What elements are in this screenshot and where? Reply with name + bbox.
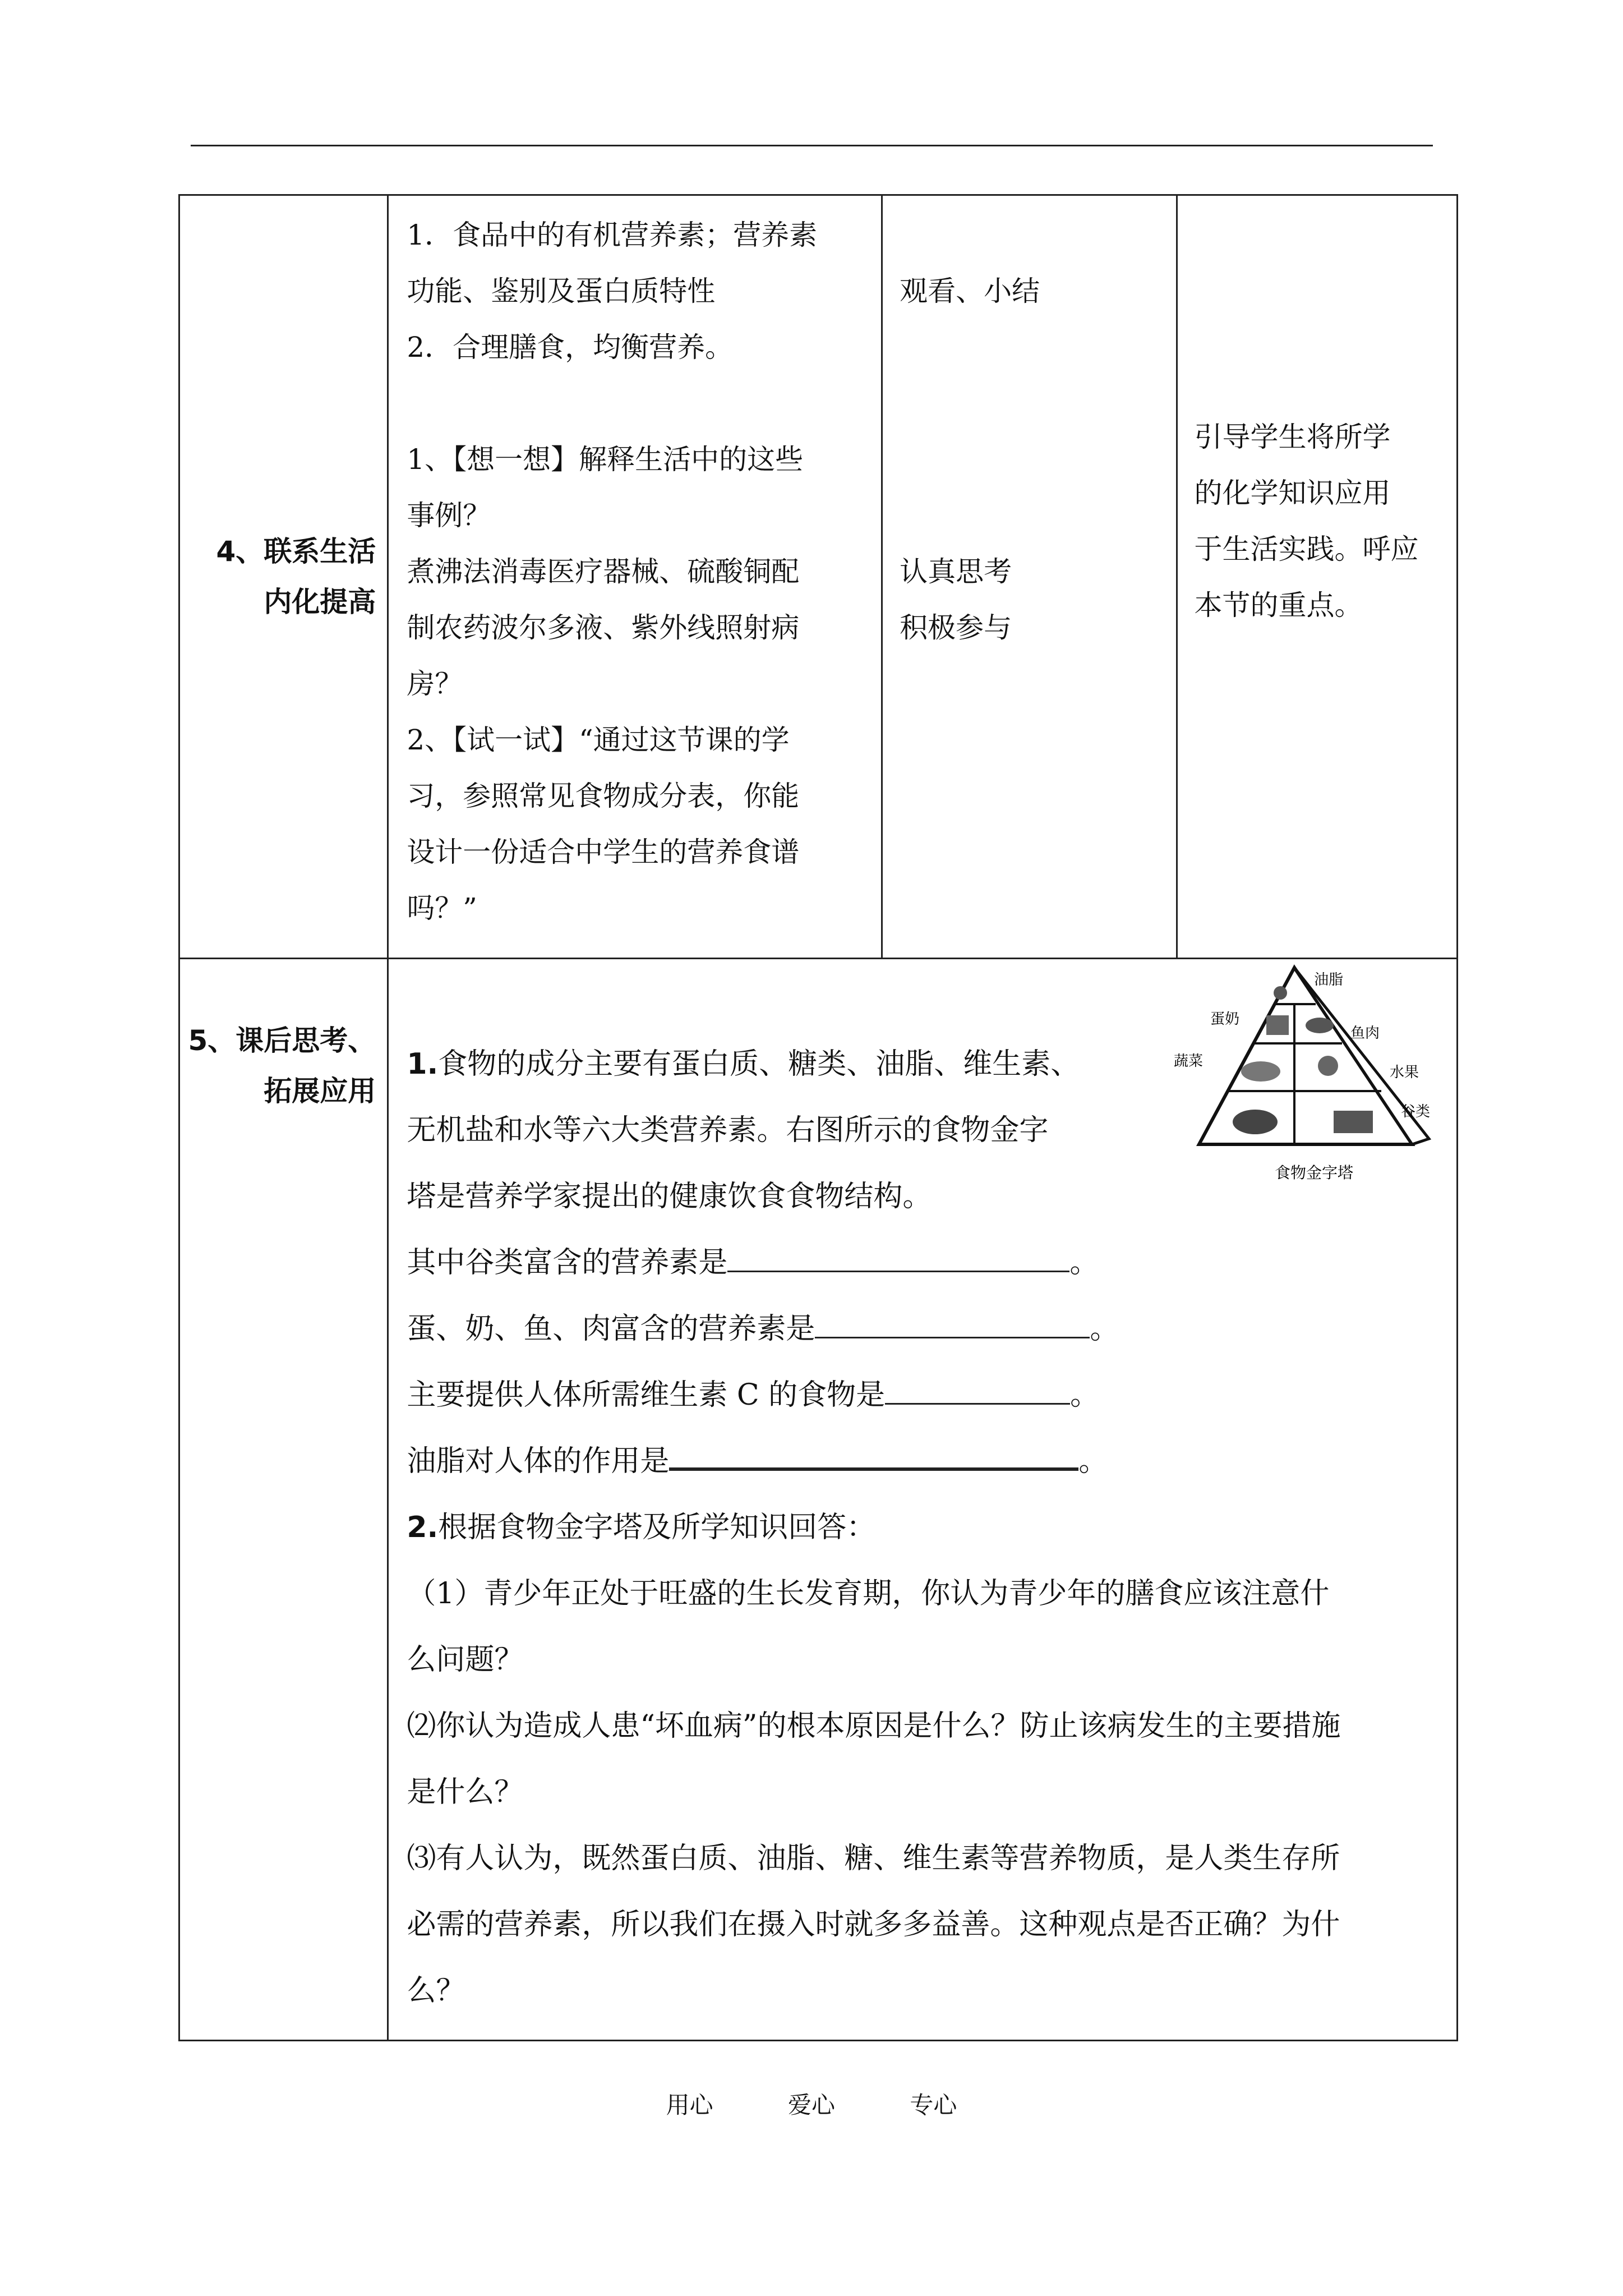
footer-word: 专心	[910, 2091, 957, 2119]
content-line: 制农药波尔多液、紫外线照射病	[407, 611, 800, 644]
homework-cell	[388, 959, 1458, 2041]
dairy-icon	[1266, 1015, 1289, 1035]
question-title: 根据食物金字塔及所学知识回答：	[438, 1511, 876, 1544]
design-intent-line: 本节的重点。	[1194, 589, 1363, 622]
content-line: 煮沸法消毒医疗器械、硫酸铜配	[407, 555, 800, 588]
fill-prompt: 主要提供人体所需维生素 C 的食物是	[407, 1378, 886, 1412]
question-line: ⑵你认为造成人患“坏血病”的根本原因是什么？防止该病发生的主要措施	[407, 1709, 1341, 1743]
table-row-5	[179, 959, 1458, 2041]
period: 。	[1069, 1246, 1099, 1280]
design-intent-line: 引导学生将所学	[1194, 421, 1391, 453]
content-line: 2、【试一试】“通过这节课的学	[407, 724, 790, 756]
answer-blank[interactable]	[727, 1231, 1069, 1272]
answer-blank[interactable]	[885, 1364, 1070, 1405]
pyramid-label: 蛋奶	[1210, 1011, 1240, 1028]
period: 。	[1090, 1312, 1119, 1346]
question-line: （1）青少年正处于旺盛的生长发育期，你认为青少年的膳食应该注意什	[407, 1577, 1330, 1611]
food-pyramid-figure	[1165, 959, 1446, 1217]
question-line: 食物的成分主要有蛋白质、糖类、油脂、维生素、	[438, 1047, 1080, 1081]
fill-prompt: 油脂对人体的作用是	[407, 1444, 670, 1478]
content-line: 事例？	[407, 499, 491, 532]
question-line: 塔是营养学家提出的健康饮食食物结构。	[407, 1180, 932, 1213]
content-cell-4	[388, 195, 882, 959]
vegetable-icon	[1241, 1061, 1280, 1082]
content-line: 1、【想一想】解释生活中的这些	[407, 443, 804, 476]
stage-cell-5	[179, 959, 388, 2041]
question-line: 么？	[407, 1974, 465, 2008]
content-line: 习，参照常见食物成分表，你能	[407, 780, 800, 812]
content-line: 房？	[407, 668, 463, 700]
content-line: 设计一份适合中学生的营养食谱	[407, 836, 800, 868]
answer-blank[interactable]	[815, 1297, 1090, 1338]
content-line: 吗？”	[407, 892, 477, 924]
fruit-icon	[1318, 1056, 1338, 1076]
pyramid-caption: 食物金字塔	[1275, 1163, 1354, 1182]
pyramid-label: 谷类	[1401, 1103, 1431, 1120]
pyramid-label: 水果	[1390, 1064, 1419, 1081]
design-intent-cell-4	[1177, 195, 1457, 959]
question-number: 2.	[407, 1511, 439, 1544]
fill-prompt: 蛋、奶、鱼、肉富含的营养素是	[407, 1312, 815, 1346]
oil-icon	[1274, 986, 1287, 1000]
meat-icon	[1306, 1018, 1334, 1033]
stage-line: 5、课后思考、	[188, 1024, 376, 1057]
table-row-4	[179, 195, 1458, 959]
pyramid-label: 蔬菜	[1174, 1053, 1204, 1070]
question-line: 是什么？	[407, 1775, 524, 1809]
footer-word: 用心	[666, 2091, 713, 2119]
student-activity-cell-4	[882, 195, 1177, 959]
bread-icon	[1334, 1111, 1373, 1133]
page-footer	[0, 2087, 1623, 2120]
design-intent-line: 于生活实践。呼应	[1194, 533, 1419, 565]
pyramid-outline	[1199, 968, 1412, 1144]
student-activity-text: 积极参与	[900, 611, 1012, 644]
content-line: 功能、鉴别及蛋白质特性	[407, 275, 716, 307]
stage-line: 内化提高	[264, 586, 376, 618]
student-activity-text: 观看、小结	[900, 275, 1040, 307]
question-line: 必需的营养素，所以我们在摄入时就多多益善。这种观点是否正确？为什	[407, 1908, 1340, 1941]
content-line: 1．食品中的有机营养素；营养素	[407, 219, 818, 251]
answer-blank[interactable]	[669, 1428, 1078, 1471]
question-number: 1.	[407, 1047, 439, 1081]
design-intent-line: 的化学知识应用	[1194, 477, 1391, 509]
stage-line: 拓展应用	[264, 1075, 376, 1107]
student-activity-text: 认真思考	[900, 555, 1012, 588]
stage-line: 4、联系生活	[216, 535, 376, 568]
stage-cell-4	[179, 195, 388, 959]
content-line: 2．合理膳食，均衡营养。	[407, 331, 734, 364]
header-rule	[191, 145, 1433, 146]
period: 。	[1070, 1378, 1100, 1412]
period: 。	[1078, 1444, 1108, 1478]
question-line: 无机盐和水等六大类营养素。右图所示的食物金字	[407, 1114, 1049, 1147]
pyramid-label: 油脂	[1314, 972, 1344, 988]
question-line: 么问题？	[407, 1643, 524, 1677]
footer-word: 爱心	[787, 2091, 835, 2119]
lesson-table	[178, 194, 1458, 2041]
question-line: ⑶有人认为，既然蛋白质、油脂、糖、维生素等营养物质，是人类生存所	[407, 1842, 1340, 1875]
fill-prompt: 其中谷类富含的营养素是	[407, 1246, 728, 1280]
pyramid-label: 鱼肉	[1350, 1025, 1380, 1042]
grain-icon	[1233, 1110, 1278, 1134]
